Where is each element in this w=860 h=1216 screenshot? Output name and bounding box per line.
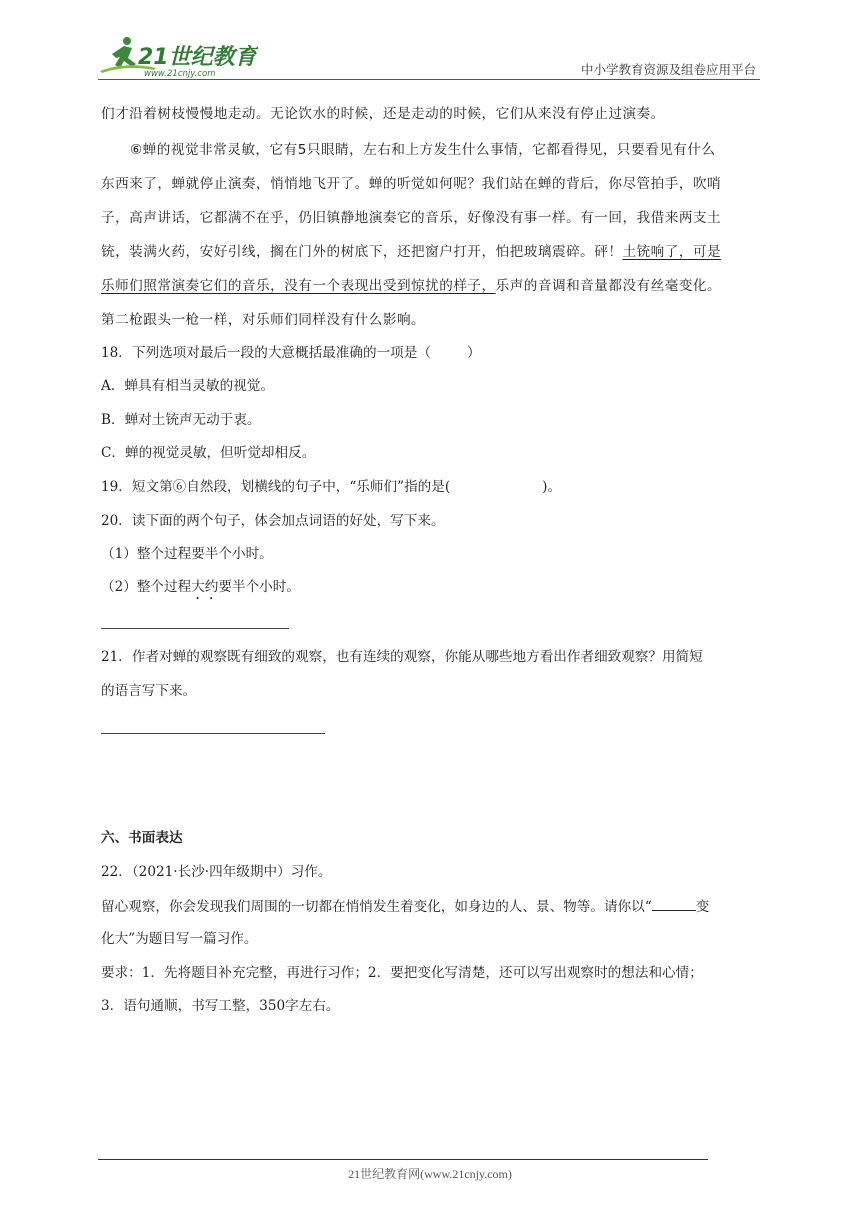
section-title: 六、书面表达 (101, 830, 183, 846)
sentence-1: （1）整个过程要半个小时。 (101, 546, 273, 562)
passage-line: ⑥蝉的视觉非常灵敏，它有5只眼睛，左右和上方发生什么事情，它都看得见，只要看见有什么 (130, 142, 716, 158)
requirements: 3．语句通顺，书写工整，350字左右。 (101, 998, 340, 1014)
question-19 (101, 477, 765, 497)
footer-divider (98, 1159, 708, 1160)
question-22: 22．（2021·长沙·四年级期中）习作。 (101, 864, 332, 880)
passage-line (101, 242, 765, 262)
question-22-prompt: 化大”为题目写一篇习作。 (101, 931, 258, 947)
question-stem: 19．短文第⑥自然段，划横线的句子中，“乐师们”指的是( (101, 479, 451, 495)
option-b: B．蝉对土铳声无动于衷。 (101, 412, 261, 428)
footer-text: 21世纪教育网(www.21cnjy.com) (348, 1167, 512, 1181)
prompt-text: 变 (695, 899, 710, 915)
underlined-sentence: 土铳响了，可是 (622, 244, 722, 260)
passage-line: 们才沿着树枝慢慢地走动。无论饮水的时候，还是走动的时候，它们从来没有停止过演奏。 (101, 106, 665, 122)
underlined-sentence: 乐师们照常演奏它们的音乐，没有一个表现出受到惊扰的样子， (101, 278, 496, 294)
sentence-text: （2）整个过程 (101, 579, 192, 595)
question-20: 20．读下面的两个句子，体会加点词语的好处，写下来。 (101, 513, 445, 529)
question-18 (101, 343, 765, 363)
header-divider (98, 79, 760, 80)
sentence-2 (101, 577, 765, 603)
passage-line: 子，高声讲话，它都满不在乎，仍旧镇静地演奏它的音乐，好像没有事一样。有一回，我借来两支土 (101, 210, 722, 226)
question-stem: 18．下列选项对最后一段的大意概括最准确的一项是（ (101, 345, 431, 361)
question-21-cont: 的语言写下来。 (101, 683, 197, 699)
logo-text: 21世纪教育 (138, 45, 257, 70)
option-a: A．蝉具有相当灵敏的视觉。 (101, 378, 274, 394)
passage-text: 乐声的音调和音量都没有丝毫变化。 (495, 278, 722, 294)
site-logo (98, 34, 258, 80)
answer-line (101, 733, 325, 734)
passage-line: 东西来了，蝉就停止演奏，悄悄地飞开了。蝉的听觉如何呢？我们站在蝉的背后，你尽管拍手，吹哨 (101, 176, 722, 192)
question-21: 21．作者对蝉的观察既有细致的观察，也有连续的观察，你能从哪些地方看出作者细致观察？用简短 (101, 649, 703, 665)
passage-text: 铳，装满火药，安好引线，搁在门外的树底下，还把窗户打开，怕把玻璃震碎。砰！ (101, 244, 623, 260)
dotted-word: 大约 (191, 579, 219, 595)
sentence-text: 要半个小时。 (218, 579, 300, 595)
question-bracket: ） (466, 345, 481, 361)
platform-name: 中小学教育资源及组卷应用平台 (580, 63, 756, 77)
answer-line (101, 628, 289, 629)
requirements: 要求：1．先将题目补充完整，再进行习作；2．要把变化写清楚，还可以写出观察时的想法和心情； (101, 965, 703, 981)
question-22-prompt (101, 896, 765, 917)
option-c: C．蝉的视觉灵敏，但听觉却相反。 (101, 445, 316, 461)
passage-line: 第二枪跟头一枪一样，对乐师们同样没有什么影响。 (101, 312, 426, 328)
logo-url: www.21cnjy.com (144, 69, 216, 79)
prompt-text: 留心观察，你会发现我们周围的一切都在悄悄发生着变化，如身边的人、景、物等。请你以“ (101, 899, 652, 915)
title-blank (652, 896, 696, 911)
passage-line (101, 276, 765, 296)
question-bracket: )。 (542, 479, 562, 495)
